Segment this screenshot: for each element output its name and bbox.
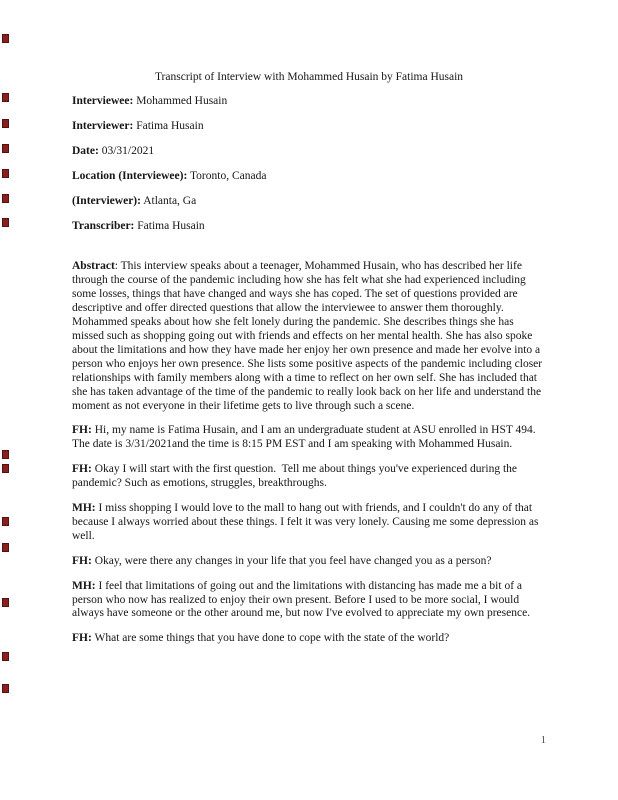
- speaker-label: FH:: [72, 463, 92, 476]
- speaker-label: FH:: [72, 424, 92, 437]
- meta-date: [72, 145, 546, 159]
- revision-mark-icon: [2, 450, 9, 459]
- revision-mark-icon: [2, 93, 9, 102]
- dialogue-paragraph: [72, 580, 546, 622]
- revision-mark-icon: [2, 218, 9, 227]
- dialogue-paragraph: [72, 555, 546, 569]
- dialogue-text: What are some things that you have done to cope with the state of the world?: [91, 632, 450, 645]
- dialogue-paragraph: [72, 424, 546, 452]
- meta-interviewee: [72, 95, 546, 109]
- meta-label: Location (Interviewee):: [72, 169, 188, 182]
- abstract-text: : This interview speaks about a teenager, Mohammed Husain, who has described her life through the course of the pandemic including how she has felt what she had experienced including some losses, things that have changed and ways she has coped. The set of questions provided are descriptive and offer directed questions that allow the interviewee to answer them thoroughly. Mohammed speaks about how she felt lonely during the pandemic. She describes things she has missed such as shopping going out with friends and effects on her mental health. She has also spoke about the limitations and how they have made her enjoy her own presence and made her evolve into a person who enjoys her own presence. She lists some positive aspects of the pandemic including closer relationships with family members along with a time to reflect on her own self. She has included that she has taken advantage of the time of the pandemic to really look back on her life and understand the moment as not everyone in their lifetime gets to live through such a scene.: [72, 260, 543, 412]
- meta-value: Toronto, Canada: [187, 169, 267, 182]
- dialogue-text: Hi, my name is Fatima Husain, and I am an undergraduate student at ASU enrolled in HST 494. The date is 3/31/2021and the time is 8:15 PM EST and I am speaking with Mohammed Husain.: [72, 424, 536, 451]
- meta-value: Atlanta, Ga: [140, 194, 197, 207]
- meta-value: Fatima Husain: [133, 119, 204, 132]
- revision-mark-icon: [2, 543, 9, 552]
- meta-label: Interviewer:: [72, 119, 134, 132]
- meta-label: Transcriber:: [72, 219, 135, 232]
- dialogue-text: I feel that limitations of going out and the limitations with distancing has made me a bit of a person who now has realized to enjoy their own present. Before I used to be more social, I would always have someone or the other around me, but now I've evolved to appreciate my own presence.: [72, 579, 531, 620]
- page-number: 1: [540, 735, 546, 746]
- meta-location-interviewee: [72, 170, 546, 184]
- meta-value: 03/31/2021: [98, 144, 155, 157]
- revision-mark-icon: [2, 652, 9, 661]
- revision-mark-icon: [2, 517, 9, 526]
- abstract-label: Abstract: [72, 260, 115, 273]
- revision-mark-icon: [2, 684, 9, 693]
- speaker-label: MH:: [72, 579, 96, 592]
- dialogue-paragraph: [72, 463, 546, 491]
- meta-label: (Interviewer):: [72, 194, 141, 207]
- dialogue-paragraph: [72, 502, 546, 544]
- speaker-label: MH:: [72, 502, 96, 515]
- revision-mark-icon: [2, 34, 9, 43]
- meta-label: Date:: [72, 144, 99, 157]
- meta-value: Fatima Husain: [134, 219, 205, 232]
- meta-label: Interviewee:: [72, 95, 134, 107]
- speaker-label: FH:: [72, 554, 92, 567]
- document-content: [72, 0, 546, 646]
- revision-mark-icon: [2, 194, 9, 203]
- revision-mark-icon: [2, 464, 9, 473]
- dialogue-text: I miss shopping I would love to the mall to hang out with friends, and I couldn't do any of that because I always worried about these things. I felt it was very lonely. Causing me some depression as well.: [72, 502, 539, 542]
- meta-transcriber: [72, 220, 546, 234]
- dialogue-text: Okay I will start with the first question. Tell me about things you've experienced during the pandemic? Such as emotions, struggles, breakthroughs.: [72, 463, 517, 490]
- meta-location-interviewer: [72, 195, 546, 209]
- revision-mark-icon: [2, 144, 9, 153]
- meta-value: Mohammed Husain: [133, 95, 228, 107]
- revision-mark-icon: [2, 169, 9, 178]
- speaker-label: FH:: [72, 632, 92, 645]
- meta-interviewer: [72, 120, 546, 134]
- dialogue-paragraph: [72, 632, 546, 646]
- dialogue-text: Okay, were there any changes in your life that you feel have changed you as a person?: [91, 554, 492, 567]
- document-title: Transcript of Interview with Mohammed Husain by Fatima Husain: [154, 71, 464, 83]
- revision-mark-icon: [2, 598, 9, 607]
- revision-mark-icon: [2, 119, 9, 128]
- abstract-paragraph: [72, 260, 546, 413]
